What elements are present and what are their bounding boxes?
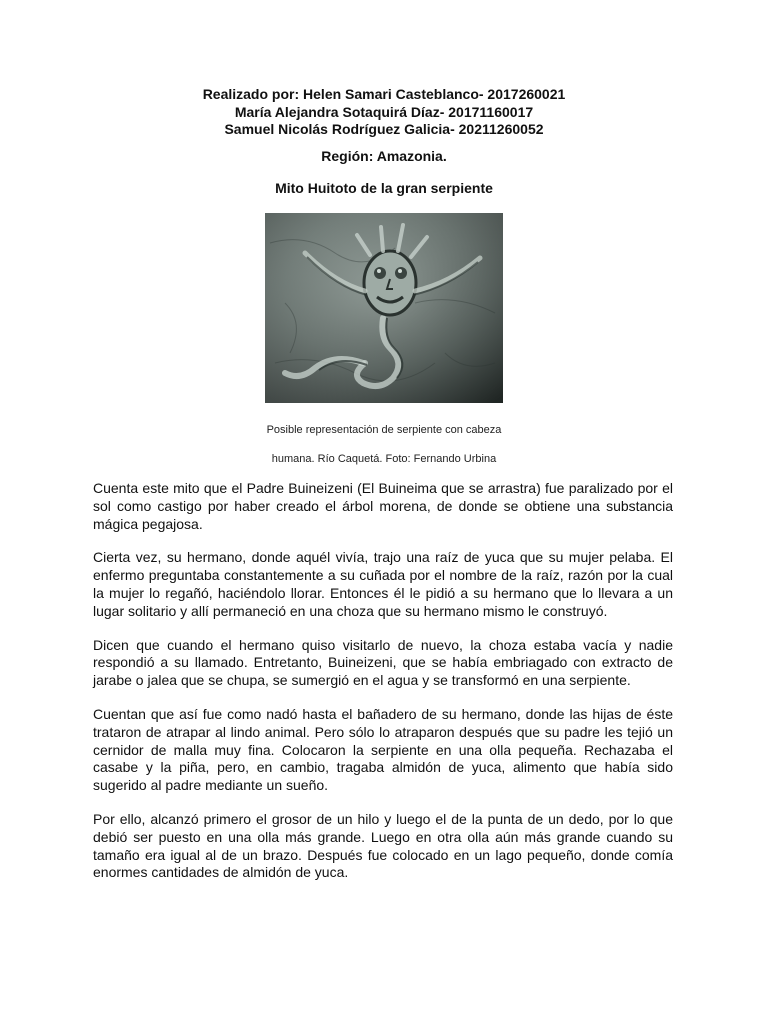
paragraph-2: Cierta vez, su hermano, donde aquél vivía, trajo una raíz de yuca que su mujer pelaba. El enfermo preguntaba constantemente a su cuñada por el nombre de la raíz, razón por la cual la mujer lo regañó, haciéndolo llorar. Entonces él le pidió a su hermano que lo llevara a un lugar solitario y allí permaneció en una choza que su hermano mismo le construyó.	[93, 549, 673, 619]
paragraph-5: Por ello, alcanzó primero el grosor de un hilo y luego el de la punta de un dedo, por lo que debió ser puesto en una olla más grande. Luego en otra olla aún más grande cuando su tamaño era igual al de un brazo. Después fue colocado en un lago pequeño, donde comía enormes cantidades de almidón de yuca.	[93, 810, 673, 881]
authors-block	[0, 86, 768, 139]
figure-caption-line-1: Posible representación de serpiente con cabeza	[266, 424, 502, 436]
region-heading: Región: Amazonia.	[321, 148, 447, 164]
petroglyph-photo	[265, 213, 503, 403]
author-line-2: María Alejandra Sotaquirá Díaz- 20171160017	[234, 103, 534, 120]
author-line-3: Samuel Nicolás Rodríguez Galicia- 20211260052	[224, 121, 544, 137]
paragraph-3: Dicen que cuando el hermano quiso visitarlo de nuevo, la choza estaba vacía y nadie respondió a su llamado. Entretanto, Buineizeni, que se había embriagado con extracto de jarabe o jalea que se chupa, se sumergió en el agua y se transformó en una serpiente.	[93, 636, 673, 689]
figure-caption-line-2: humana. Río Caquetá. Foto: Fernando Urbina	[271, 453, 497, 465]
body-text	[93, 480, 673, 898]
paragraph-1: Cuenta este mito que el Padre Buineizeni (El Buineima que se arrastra) fue paralizado por el sol como castigo por haber creado el árbol morena, de donde se obtiene una substancia mágica pegajosa.	[93, 480, 673, 532]
author-line-1: Realizado por: Helen Samari Casteblanco- 2017260021	[202, 86, 566, 102]
myth-title: Mito Huitoto de la gran serpiente	[275, 180, 493, 196]
paragraph-4: Cuentan que así fue como nadó hasta el bañadero de su hermano, donde las hijas de éste trataron de atrapar al lindo animal. Pero sólo lo atraparon después que su padre les tejió un cernidor de malla muy fina. Colocaron la serpiente en una olla pequeña. Rechazaba el casabe y la piña, pero, en cambio, tragaba almidón de yuca, alimento que había sido sugerido al padre mediante un sueño.	[93, 705, 673, 794]
